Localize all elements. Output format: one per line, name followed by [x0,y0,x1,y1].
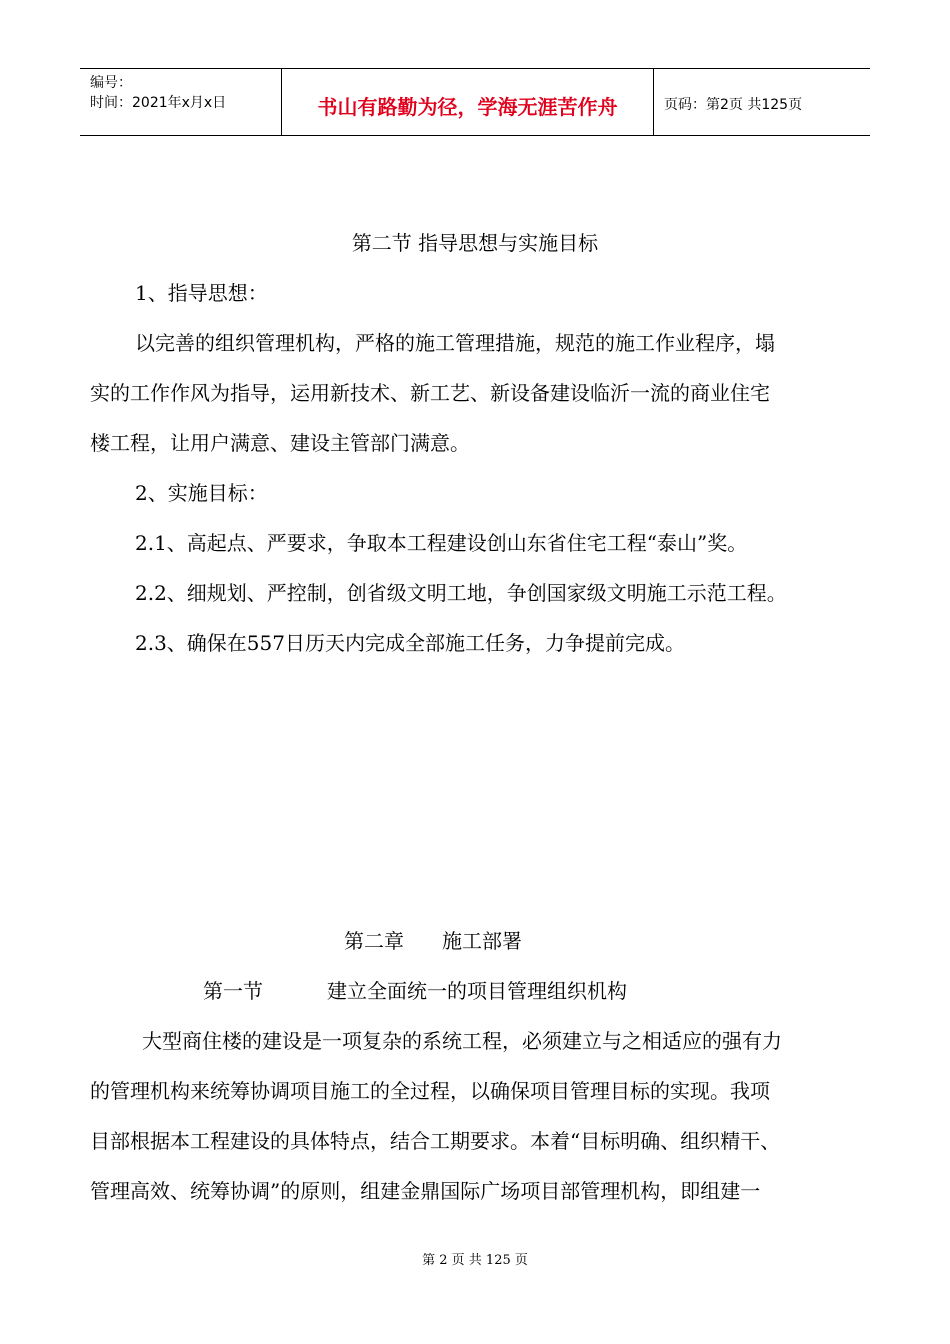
document-number-label: 编号： [90,75,132,91]
header-right-cell [654,69,870,135]
paragraph-line: 大型商住楼的建设是一项复杂的系统工程，必须建立与之相适应的强有力 [142,1029,782,1053]
header-motto: 书山有路勤为径，学海无涯苦作舟 [317,95,618,119]
section-title: 第二节 指导思想与实施目标 [351,231,599,255]
goal-item: 2.1、高起点、严要求，争取本工程建设创山东省住宅工程“泰山”奖。 [135,531,748,555]
paragraph-line: 楼工程，让用户满意、建设主管部门满意。 [90,431,470,455]
paragraph-line: 目部根据本工程建设的具体特点，结合工期要求。本着“目标明确、组织精干、 [90,1129,781,1153]
header-middle-cell [282,69,654,135]
header-left-cell [80,69,282,135]
header-page-info: 页码：第2页 共125页 [664,97,803,113]
goal-item: 2.2、细规划、严控制，创省级文明工地，争创国家级文明施工示范工程。 [135,581,787,605]
goal-item: 2.3、确保在557日历天内完成全部施工任务，力争提前完成。 [135,631,685,655]
chapter-title-text: 施工部署 [442,929,522,953]
implementation-goals-heading: 2、实施目标： [135,481,268,505]
section-heading-text: 建立全面统一的项目管理组织机构 [327,979,627,1003]
section-heading-number: 第一节 [203,979,263,1003]
guiding-thought-heading: 1、指导思想： [135,281,268,305]
paragraph-line: 的管理机构来统筹协调项目施工的全过程，以确保项目管理目标的实现。我项 [90,1079,770,1103]
page-header [80,68,870,136]
paragraph-line: 管理高效、统筹协调”的原则，组建金鼎国际广场项目部管理机构，即组建一 [90,1179,761,1203]
document-date-label: 时间：2021年x月x日 [90,95,227,111]
paragraph-line: 以完善的组织管理机构，严格的施工管理措施，规范的施工作业程序，塌 [135,331,775,355]
chapter-title-number: 第二章 [344,929,404,953]
page-footer: 第 2 页 共 125 页 [422,1253,528,1268]
paragraph-line: 实的工作作风为指导，运用新技术、新工艺、新设备建设临沂一流的商业住宅 [90,381,770,405]
